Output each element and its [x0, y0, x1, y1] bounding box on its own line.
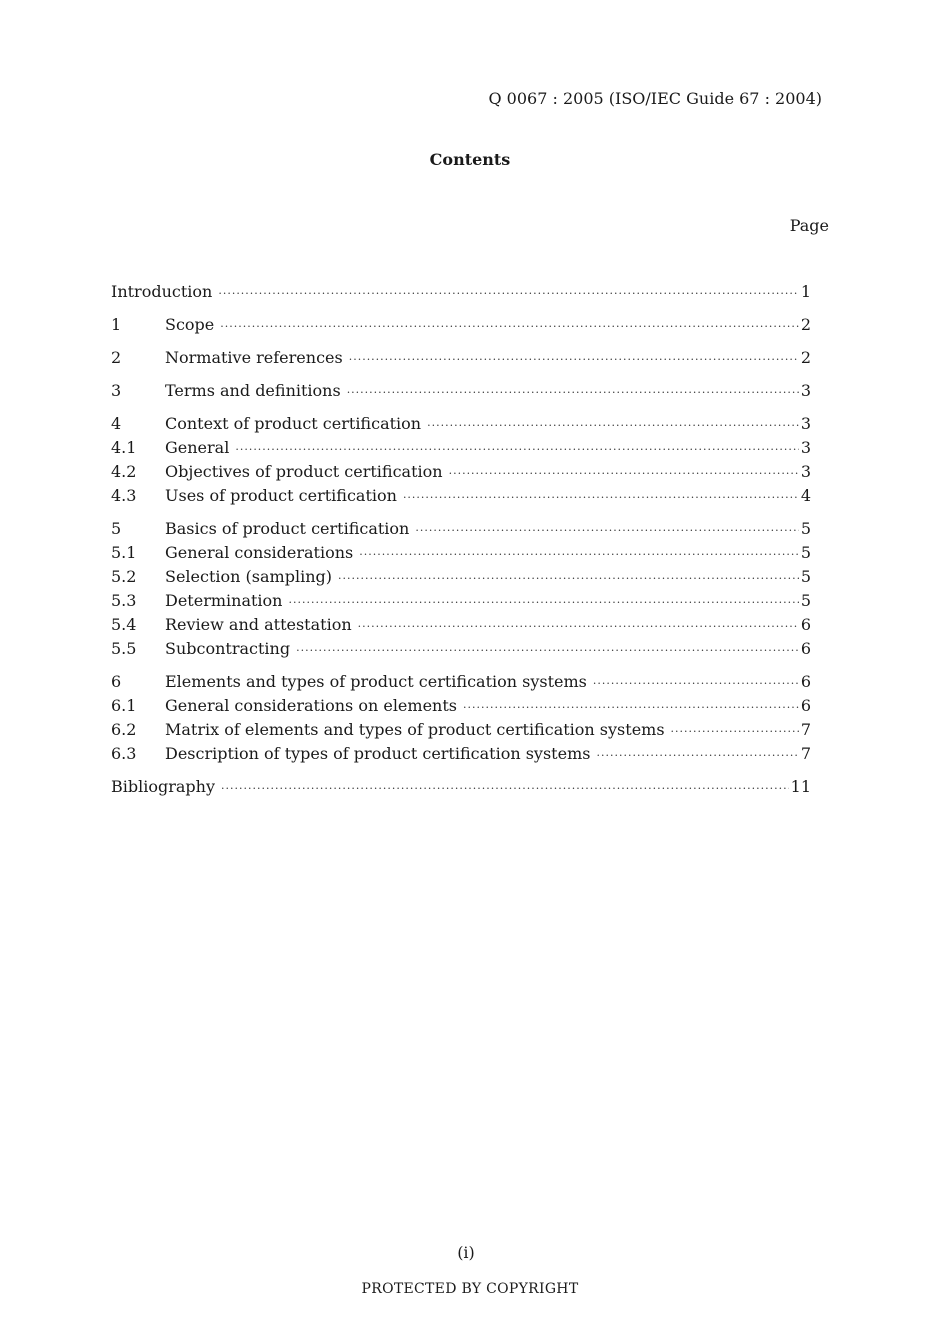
toc-entry-number: 4.2 — [111, 462, 137, 481]
toc-entry-page: 3 — [800, 381, 811, 400]
toc-entry-title: Normative references — [165, 348, 343, 367]
toc-entry-number: 5.4 — [111, 615, 137, 634]
toc-entry-title: General — [165, 438, 230, 457]
document-identifier: Q 0067 : 2005 (ISO/IEC Guide 67 : 2004) — [488, 89, 822, 108]
toc-entry-4-1[interactable] — [111, 436, 811, 460]
toc-entry-number: 5.3 — [111, 591, 137, 610]
toc-entry-scope[interactable] — [111, 313, 811, 337]
toc-entry-page: 5 — [800, 591, 811, 610]
toc-entry-title: Matrix of elements and types of product certification systems — [165, 720, 665, 739]
toc-entry-page: 3 — [800, 414, 811, 433]
toc-leader-dots — [218, 282, 798, 306]
toc-leader-dots — [593, 672, 799, 696]
toc-entry-number: 3 — [111, 381, 122, 400]
toc-entry-title: Determination — [165, 591, 283, 610]
toc-entry-number: 6.3 — [111, 744, 137, 763]
toc-entry-page: 6 — [800, 615, 811, 634]
toc-entry-page: 4 — [800, 486, 811, 505]
toc-entry-number: 5.5 — [111, 639, 137, 658]
toc-entry-title: Terms and definitions — [165, 381, 341, 400]
toc-entry-title: Bibliography — [111, 777, 215, 796]
toc-entry-terms-definitions[interactable] — [111, 379, 811, 403]
toc-leader-dots — [220, 315, 799, 339]
toc-entry-5-1[interactable] — [111, 541, 811, 565]
toc-entry-number: 5.2 — [111, 567, 137, 586]
toc-entry-number: 5.1 — [111, 543, 137, 562]
toc-entry-6-3[interactable] — [111, 742, 811, 766]
toc-entry-section-5[interactable] — [111, 517, 811, 541]
toc-entry-number: 6 — [111, 672, 122, 691]
toc-entry-page: 3 — [800, 438, 811, 457]
toc-entry-6-2[interactable] — [111, 718, 811, 742]
toc-entry-number: 4.3 — [111, 486, 137, 505]
table-of-contents — [111, 280, 811, 799]
toc-entry-page: 3 — [800, 462, 811, 481]
contents-heading: Contents — [429, 150, 511, 169]
toc-entry-4-3[interactable] — [111, 484, 811, 508]
toc-entry-number: 6.1 — [111, 696, 137, 715]
toc-entry-title: Selection (sampling) — [165, 567, 332, 586]
toc-leader-dots — [288, 591, 798, 615]
toc-leader-dots — [463, 696, 799, 720]
toc-entry-5-4[interactable] — [111, 613, 811, 637]
toc-entry-page: 2 — [800, 348, 811, 367]
toc-entry-page: 6 — [800, 696, 811, 715]
toc-leader-dots — [347, 381, 799, 405]
toc-leader-dots — [596, 744, 798, 768]
toc-leader-dots — [296, 639, 799, 663]
toc-entry-page: 5 — [800, 519, 811, 538]
toc-entry-page: 2 — [800, 315, 811, 334]
toc-entry-title: Objectives of product certification — [165, 462, 443, 481]
page-column-label: Page — [789, 216, 829, 235]
toc-entry-section-6[interactable] — [111, 670, 811, 694]
toc-entry-normative-references[interactable] — [111, 346, 811, 370]
copyright-notice: PROTECTED BY COPYRIGHT — [361, 1281, 579, 1297]
toc-entry-title: Context of product certification — [165, 414, 422, 433]
toc-entry-page: 6 — [800, 672, 811, 691]
toc-leader-dots — [403, 486, 799, 510]
toc-entry-title: General considerations on elements — [165, 696, 457, 715]
toc-leader-dots — [449, 462, 799, 486]
toc-entry-number: 5 — [111, 519, 122, 538]
toc-entry-5-2[interactable] — [111, 565, 811, 589]
toc-entry-introduction[interactable] — [111, 280, 811, 304]
page-folio: (i) — [457, 1243, 475, 1262]
toc-entry-page: 11 — [790, 777, 811, 796]
toc-leader-dots — [671, 720, 799, 744]
toc-entry-number: 1 — [111, 315, 122, 334]
toc-entry-title: Scope — [165, 315, 215, 334]
toc-entry-page: 7 — [800, 720, 811, 739]
toc-entry-number: 2 — [111, 348, 122, 367]
toc-entry-title: Uses of product certification — [165, 486, 397, 505]
toc-entry-title: Review and attestation — [165, 615, 352, 634]
toc-entry-section-4[interactable] — [111, 412, 811, 436]
toc-leader-dots — [415, 519, 798, 543]
toc-entry-page: 1 — [800, 282, 811, 301]
toc-entry-bibliography[interactable] — [111, 775, 811, 799]
toc-entry-4-2[interactable] — [111, 460, 811, 484]
toc-leader-dots — [338, 567, 799, 591]
toc-entry-page: 7 — [800, 744, 811, 763]
toc-entry-5-3[interactable] — [111, 589, 811, 613]
toc-entry-5-5[interactable] — [111, 637, 811, 661]
toc-entry-title: Subcontracting — [165, 639, 291, 658]
toc-leader-dots — [349, 348, 799, 372]
toc-entry-title: Elements and types of product certification systems — [165, 672, 587, 691]
toc-entry-title: Introduction — [111, 282, 213, 301]
toc-leader-dots — [427, 414, 799, 438]
toc-entry-page: 5 — [800, 567, 811, 586]
toc-entry-title: Description of types of product certification systems — [165, 744, 591, 763]
toc-entry-title: Basics of product certification — [165, 519, 410, 538]
toc-leader-dots — [221, 777, 789, 801]
toc-entry-page: 6 — [800, 639, 811, 658]
toc-leader-dots — [235, 438, 798, 462]
toc-entry-6-1[interactable] — [111, 694, 811, 718]
toc-entry-number: 6.2 — [111, 720, 137, 739]
toc-entry-number: 4.1 — [111, 438, 137, 457]
toc-entry-title: General considerations — [165, 543, 354, 562]
toc-leader-dots — [358, 615, 799, 639]
toc-entry-page: 5 — [800, 543, 811, 562]
toc-entry-number: 4 — [111, 414, 122, 433]
toc-leader-dots — [359, 543, 799, 567]
